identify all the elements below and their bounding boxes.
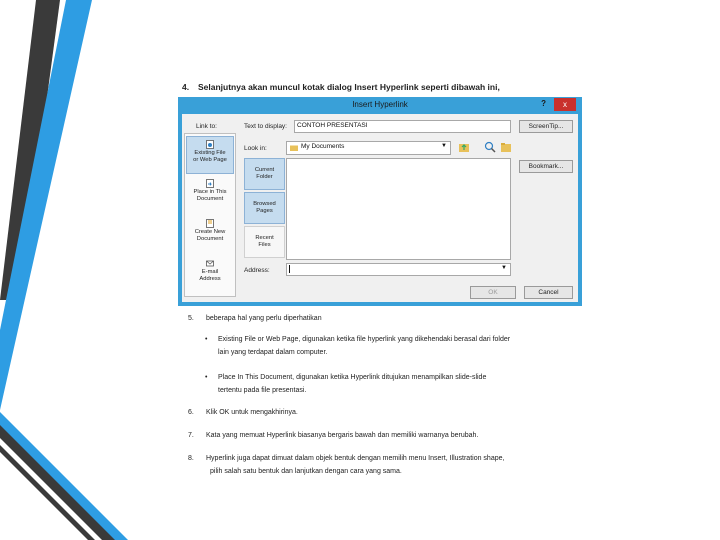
step-7 — [188, 429, 478, 442]
bullet-dot: • — [205, 336, 208, 343]
link-item-line1: E-mail — [201, 269, 219, 275]
step-number: 7. — [188, 432, 194, 439]
insert-hyperlink-dialog — [178, 97, 582, 306]
bookmark-button[interactable]: Bookmark... — [519, 160, 573, 173]
address-input[interactable] — [286, 263, 511, 276]
link-to-create-new-document[interactable] — [186, 216, 234, 254]
step-text: Hyperlink juga dapat dimuat dalam objek bentuk dengan memilih menu Insert, Illustration shape, — [206, 455, 505, 462]
step-number: 8. — [188, 455, 194, 462]
link-item-line1: Create New — [194, 229, 226, 235]
new-document-icon — [206, 219, 214, 228]
bullet-line1: Existing File or Web Page, digunakan ketika file hyperlink yang dikehendaki berasal dari folder — [218, 336, 511, 343]
quick-button-line1: Recent — [255, 235, 274, 241]
bullet-existing-file — [205, 333, 511, 359]
step-continuation: pilih salah satu bentuk dan lanjutkan dengan cara yang sama. — [210, 468, 402, 475]
step-text: Selanjutnya akan muncul kotak dialog Insert Hyperlink seperti dibawah ini, — [198, 82, 500, 92]
close-button[interactable]: x — [554, 98, 576, 111]
blue-stripe-bottom — [0, 412, 128, 540]
link-item-line2: Address — [199, 276, 221, 282]
current-folder-button[interactable] — [244, 158, 285, 190]
cancel-button[interactable]: Cancel — [524, 286, 573, 299]
bullet-line2: tertentu pada file presentasi. — [218, 387, 307, 394]
browse-web-icon[interactable] — [484, 141, 496, 153]
link-item-line2: Document — [196, 196, 224, 202]
step-text: Klik OK untuk mengakhirinya. — [206, 409, 298, 416]
browse-file-icon[interactable] — [500, 141, 512, 153]
look-in-value: My Documents — [301, 143, 345, 150]
step-number: 6. — [188, 409, 194, 416]
ok-button[interactable]: OK — [470, 286, 516, 299]
text-cursor — [289, 265, 290, 273]
link-to-bar — [184, 133, 236, 297]
step-4-heading — [182, 82, 500, 92]
help-button[interactable]: ? — [541, 99, 546, 108]
look-in-label: Look in: — [244, 145, 267, 152]
link-item-line1: Existing File — [194, 150, 226, 156]
email-icon — [206, 259, 214, 268]
up-folder-icon[interactable] — [458, 141, 470, 153]
text-to-display-input[interactable]: CONTOH PRESENTASI — [294, 120, 511, 133]
step-text: Kata yang memuat Hyperlink biasanya bergaris bawah dan memiliki warnanya berubah. — [206, 432, 479, 439]
step-8 — [188, 452, 504, 478]
address-label: Address: — [244, 267, 270, 274]
text-to-display-label: Text to display: — [244, 123, 287, 130]
chevron-down-icon[interactable]: ▼ — [441, 143, 447, 149]
browsed-pages-button[interactable] — [244, 192, 285, 224]
bullet-dot: • — [205, 374, 208, 381]
dark-stripe-bottom — [0, 425, 115, 540]
file-list[interactable] — [286, 158, 511, 260]
document-place-icon — [206, 179, 214, 188]
recent-files-button[interactable] — [244, 226, 285, 258]
look-in-select[interactable] — [286, 141, 451, 155]
link-item-line2: Document — [196, 236, 224, 242]
bullet-line2: lain yang terdapat dalam computer. — [218, 349, 328, 356]
link-to-email-address[interactable] — [186, 256, 234, 294]
dialog-body — [182, 114, 578, 302]
dialog-titlebar[interactable] — [178, 97, 582, 114]
screentip-button[interactable]: ScreenTip... — [519, 120, 573, 133]
bullet-line1: Place In This Document, digunakan ketika Hyperlink ditujukan menampilkan slide-slide — [218, 374, 487, 381]
dialog-title: Insert Hyperlink — [352, 100, 408, 109]
step-text: beberapa hal yang perlu diperhatikan — [206, 315, 322, 322]
quick-button-line2: Folder — [256, 174, 273, 180]
step-number: 4. — [182, 82, 190, 92]
link-item-line1: Place in This — [193, 189, 227, 195]
folder-icon — [290, 145, 298, 151]
quick-button-line1: Current — [254, 167, 275, 173]
quick-button-line2: Files — [258, 242, 271, 248]
chevron-down-icon[interactable]: ▼ — [501, 265, 507, 271]
link-to-place-in-document[interactable] — [186, 176, 234, 214]
step-5 — [188, 312, 322, 325]
quick-button-line2: Pages — [256, 208, 273, 214]
link-item-line2: or Web Page — [193, 157, 227, 163]
quick-button-line1: Browsed — [253, 201, 276, 207]
globe-page-icon — [206, 140, 214, 149]
step-6 — [188, 406, 298, 419]
bullet-place-in-document — [205, 371, 487, 397]
step-number: 5. — [188, 315, 194, 322]
link-to-label: Link to: — [196, 123, 217, 130]
link-to-existing-file[interactable] — [186, 136, 234, 174]
